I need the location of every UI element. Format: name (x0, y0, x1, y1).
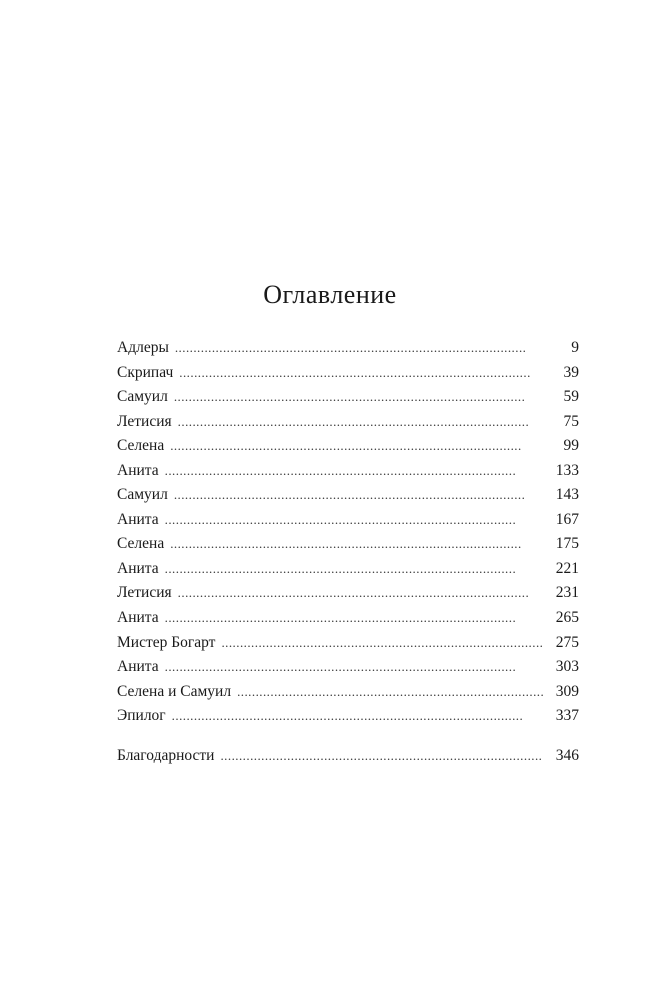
toc-entry-label: Эпилог (117, 707, 166, 725)
table-of-contents (117, 336, 579, 768)
toc-entry-label: Анита (117, 609, 159, 627)
dot-leader (175, 336, 543, 361)
toc-entry-label: Селена (117, 535, 165, 553)
dot-leader (179, 361, 543, 386)
toc-entry-label: Анита (117, 559, 159, 577)
toc-entry-label: Селена (117, 437, 165, 455)
toc-entry[interactable] (117, 631, 579, 656)
toc-entry[interactable] (117, 508, 579, 533)
toc-entry-label: Анита (117, 510, 159, 528)
dot-leader (165, 606, 543, 631)
dot-leader (178, 581, 543, 606)
dot-leader (172, 704, 543, 729)
dot-leader (165, 459, 543, 484)
toc-entry[interactable] (117, 361, 579, 386)
toc-entry-label: Самуил (117, 486, 168, 504)
toc-entry-label: Анита (117, 658, 159, 676)
toc-entry-label: Селена и Самуил (117, 682, 232, 700)
toc-entry-page: 175 (555, 535, 579, 553)
toc-entry-label: Летисия (117, 584, 172, 602)
toc-entry[interactable] (117, 385, 579, 410)
toc-entry[interactable] (117, 744, 579, 769)
toc-entry-page: 309 (555, 682, 579, 700)
toc-entry-label: Мистер Богарт (117, 633, 216, 651)
toc-entry-page: 303 (555, 658, 579, 676)
dot-leader (220, 744, 543, 769)
dot-leader (178, 410, 543, 435)
toc-entry[interactable] (117, 532, 579, 557)
toc-entry[interactable] (117, 655, 579, 680)
toc-entry[interactable] (117, 557, 579, 582)
dot-leader (170, 434, 543, 459)
toc-entry-page: 75 (563, 412, 579, 430)
toc-entry-label: Анита (117, 461, 159, 479)
toc-entry[interactable] (117, 680, 579, 705)
toc-entry-page: 346 (555, 746, 579, 764)
toc-entry[interactable] (117, 483, 579, 508)
dot-leader (165, 655, 543, 680)
toc-entry-label: Летисия (117, 412, 172, 430)
dot-leader (237, 680, 543, 705)
dot-leader (174, 483, 543, 508)
toc-entry-label: Самуил (117, 388, 168, 406)
dot-leader (174, 385, 543, 410)
toc-entry-page: 265 (555, 609, 579, 627)
toc-entry-page: 133 (555, 461, 579, 479)
toc-entry-page: 275 (555, 633, 579, 651)
toc-entry-label: Скрипач (117, 363, 174, 381)
toc-entry[interactable] (117, 606, 579, 631)
toc-entry[interactable] (117, 410, 579, 435)
page-title: Оглавление (263, 280, 397, 309)
toc-entry[interactable] (117, 434, 579, 459)
toc-entry[interactable] (117, 459, 579, 484)
toc-entry-page: 39 (563, 363, 579, 381)
dot-leader (165, 557, 543, 582)
toc-entry-page: 9 (571, 339, 579, 356)
toc-entry-page: 143 (555, 486, 579, 504)
toc-entry-page: 221 (555, 559, 579, 577)
toc-entry[interactable] (117, 704, 579, 729)
toc-entry-page: 99 (563, 437, 579, 455)
toc-entry-label: Адлеры (117, 339, 169, 356)
toc-entry-page: 59 (563, 388, 579, 406)
toc-entry-label: Благодарности (117, 746, 215, 764)
toc-entry-page: 337 (555, 707, 579, 725)
toc-entry[interactable] (117, 581, 579, 606)
toc-entry[interactable] (117, 336, 579, 361)
dot-leader (165, 508, 543, 533)
dot-leader (170, 532, 543, 557)
dot-leader (221, 631, 543, 656)
toc-entry-page: 231 (555, 584, 579, 602)
toc-entry-page: 167 (555, 510, 579, 528)
